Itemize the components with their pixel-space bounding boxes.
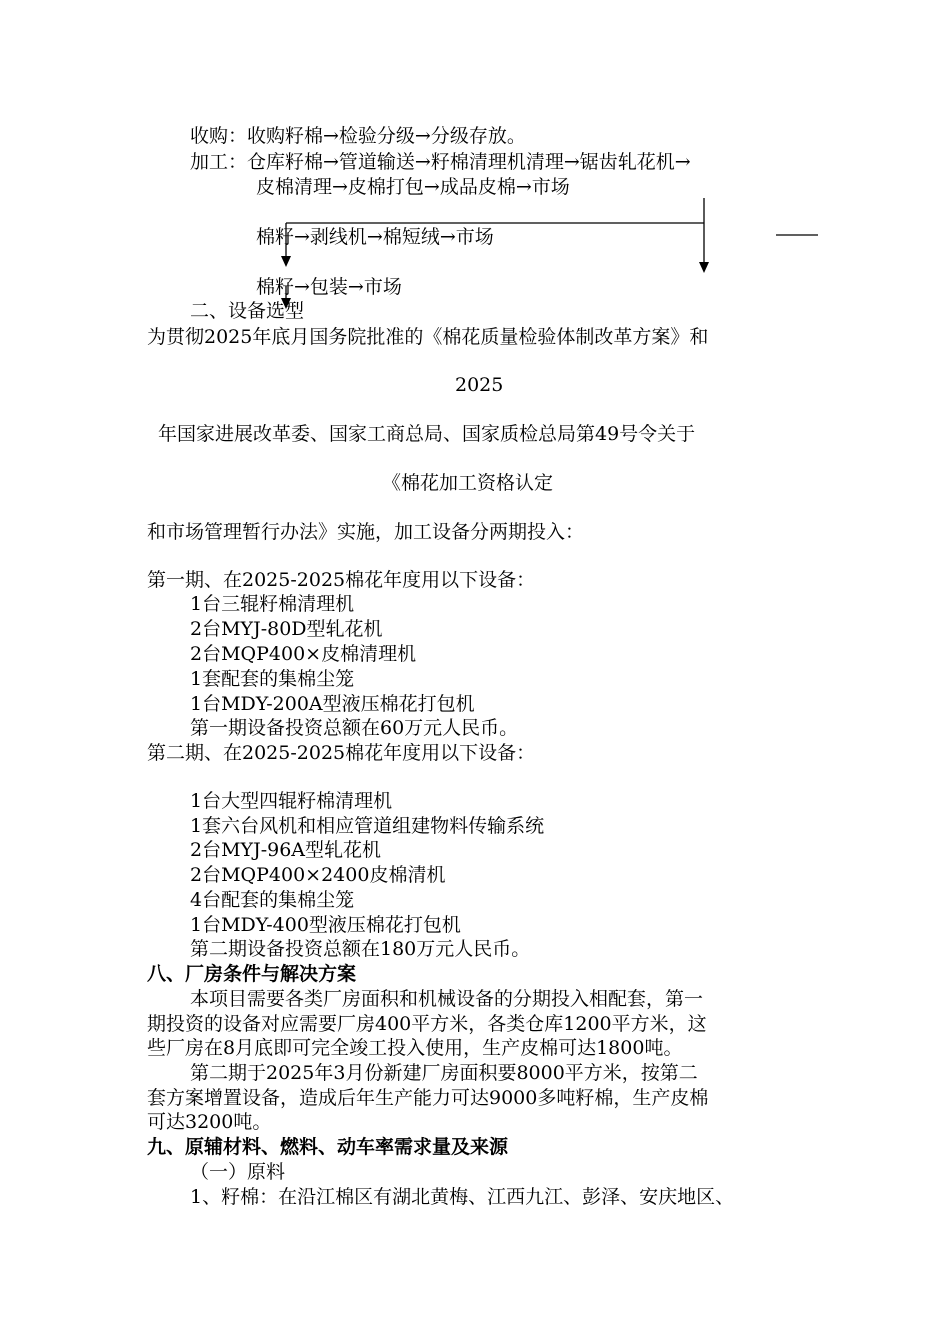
- phase1-total: 第一期设备投资总额在60万元人民币。: [190, 717, 519, 739]
- flow-process-line-2: 皮棉清理→皮棉打包→成品皮棉→市场: [256, 176, 570, 198]
- phase2-item: 1台MDY-400型液压棉花打包机: [190, 914, 461, 936]
- flow-branch-linter: 棉籽→剥线机→棉短绒→市场: [256, 226, 494, 248]
- phase1-title: 第一期、在2025-2025棉花年度用以下设备：: [147, 569, 536, 591]
- section2-intro-line-3: 年国家进展改革委、国家工商总局、国家质检总局第49号令关于: [158, 423, 696, 445]
- phase2-item: 1台大型四辊籽棉清理机: [190, 790, 393, 812]
- section9-subheading: （一）原料: [190, 1161, 286, 1183]
- section2-intro-line-1: 为贯彻2025年底月国务院批准的《棉花质量检验体制改革方案》和: [147, 326, 709, 348]
- section2-intro-line-4: 《棉花加工资格认定: [382, 472, 554, 494]
- section8-paragraph-line: 可达3200吨。: [147, 1111, 272, 1133]
- phase1-item: 1套配套的集棉尘笼: [190, 668, 355, 690]
- section9-item: 1、籽棉：在沿江棉区有湖北黄梅、江西九江、彭泽、安庆地区、: [190, 1186, 735, 1208]
- phase2-item: 2台MYJ-96A型轧花机: [190, 839, 382, 861]
- section8-title: 八、厂房条件与解决方案: [147, 963, 357, 985]
- phase2-item: 2台MQP400×2400皮棉清机: [190, 864, 446, 886]
- section2-intro-line-2: 2025: [455, 374, 504, 396]
- phase2-title: 第二期、在2025-2025棉花年度用以下设备：: [147, 742, 536, 764]
- section8-paragraph-line: 些厂房在8月底即可完全竣工投入使用，生产皮棉可达1800吨。: [147, 1037, 683, 1059]
- phase1-item: 2台MQP400×皮棉清理机: [190, 643, 417, 665]
- phase2-item: 1套六台风机和相应管道组建物料传输系统: [190, 815, 545, 837]
- flow-process-line-1: 加工：仓库籽棉→管道输送→籽棉清理机清理→锯齿轧花机→: [190, 151, 691, 173]
- phase2-item: 4台配套的集棉尘笼: [190, 889, 355, 911]
- phase1-item: 1台MDY-200A型液压棉花打包机: [190, 693, 475, 715]
- phase1-item: 2台MYJ-80D型轧花机: [190, 618, 383, 640]
- section2-intro-line-5: 和市场管理暂行办法》实施，加工设备分两期投入：: [147, 521, 585, 543]
- flow-branch-packaging: 棉籽→包装→市场: [256, 276, 402, 298]
- phase2-total: 第二期设备投资总额在180万元人民币。: [190, 938, 531, 960]
- section8-paragraph-line: 本项目需要各类厂房面积和机械设备的分期投入相配套，第一: [190, 988, 704, 1010]
- flow-purchase-line: 收购：收购籽棉→检验分级→分级存放。: [190, 125, 526, 147]
- section2-title: 二、设备选型: [190, 300, 305, 322]
- section8-paragraph-line: 第二期于2025年3月份新建厂房面积要8000平方米，按第二: [190, 1062, 698, 1084]
- section8-paragraph-line: 期投资的设备对应需要厂房400平方米，各类仓库1200平方米，这: [147, 1013, 707, 1035]
- section9-title: 九、原辅材料、燃料、动车率需求量及来源: [147, 1136, 509, 1158]
- section8-paragraph-line: 套方案增置设备，造成后年生产能力可达9000多吨籽棉，生产皮棉: [147, 1087, 709, 1109]
- phase1-item: 1台三辊籽棉清理机: [190, 593, 355, 615]
